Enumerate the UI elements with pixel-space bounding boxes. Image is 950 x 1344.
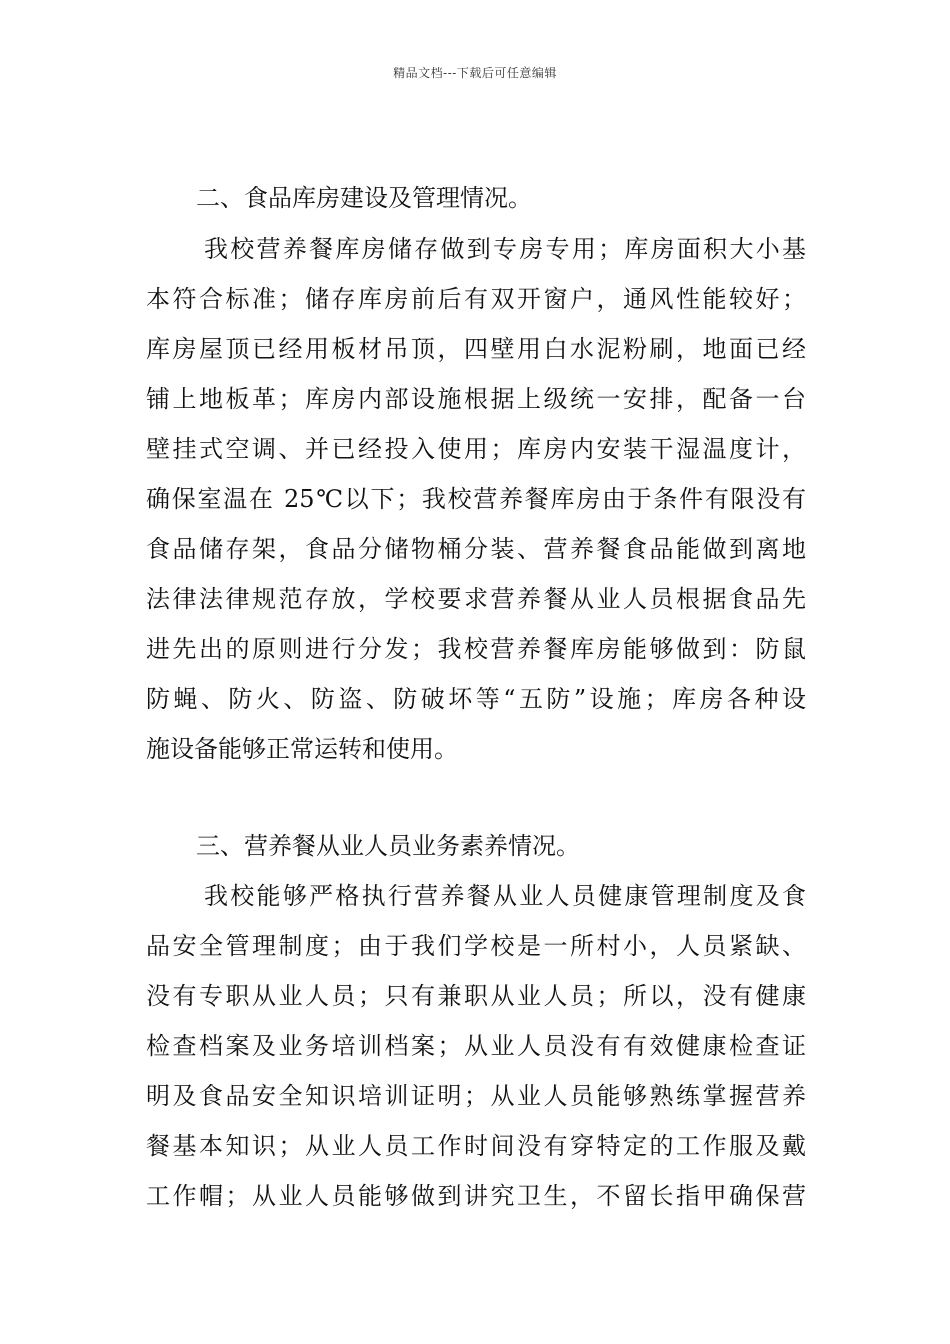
paragraph-line: 防蝇、防火、防盗、防破坏等“五防”设施；库房各种设 bbox=[146, 685, 806, 713]
section-heading: 二、食品库房建设及管理情况。 bbox=[196, 184, 532, 212]
section-paragraph bbox=[146, 871, 806, 1221]
paragraph-line: 明及食品安全知识培训证明；从业人员能够熟练掌握营养 bbox=[146, 1082, 806, 1110]
paragraph-line: 工作帽；从业人员能够做到讲究卫生，不留长指甲确保营 bbox=[146, 1182, 806, 1210]
paragraph-line: 品安全管理制度；由于我们学校是一所村小，人员紧缺、 bbox=[146, 932, 806, 960]
section-heading: 三、营养餐从业人员业务素养情况。 bbox=[196, 832, 580, 860]
paragraph-line: 库房屋顶已经用板材吊顶，四壁用白水泥粉刷，地面已经 bbox=[146, 335, 806, 363]
paragraph-line: 餐基本知识；从业人员工作时间没有穿特定的工作服及戴 bbox=[146, 1132, 806, 1160]
paragraph-line: 没有专职从业人员；只有兼职从业人员；所以，没有健康 bbox=[146, 982, 806, 1010]
paragraph-line: 铺上地板革；库房内部设施根据上级统一安排，配备一台 bbox=[146, 385, 806, 413]
paragraph-line: 检查档案及业务培训档案；从业人员没有有效健康检查证 bbox=[146, 1032, 806, 1060]
section-paragraph bbox=[146, 224, 806, 774]
paragraph-line: 施设备能够正常运转和使用。 bbox=[146, 735, 458, 763]
paragraph-line: 本符合标准；储存库房前后有双开窗户，通风性能较好； bbox=[146, 285, 806, 313]
paragraph-line: 法律法律规范存放，学校要求营养餐从业人员根据食品先 bbox=[146, 585, 806, 613]
page-header: 精品文档---下载后可任意编辑 bbox=[393, 66, 557, 80]
paragraph-line: 进先出的原则进行分发；我校营养餐库房能够做到：防鼠 bbox=[146, 635, 806, 663]
paragraph-line: 确保室温在 25℃以下；我校营养餐库房由于条件有限没有 bbox=[146, 485, 806, 513]
paragraph-line: 食品储存架，食品分储物桶分装、营养餐食品能做到离地 bbox=[146, 535, 806, 563]
paragraph-line: 我校营养餐库房储存做到专房专用；库房面积大小基 bbox=[204, 235, 806, 263]
paragraph-line: 我校能够严格执行营养餐从业人员健康管理制度及食 bbox=[204, 882, 806, 910]
paragraph-line: 壁挂式空调、并已经投入使用；库房内安装干湿温度计， bbox=[146, 435, 806, 463]
